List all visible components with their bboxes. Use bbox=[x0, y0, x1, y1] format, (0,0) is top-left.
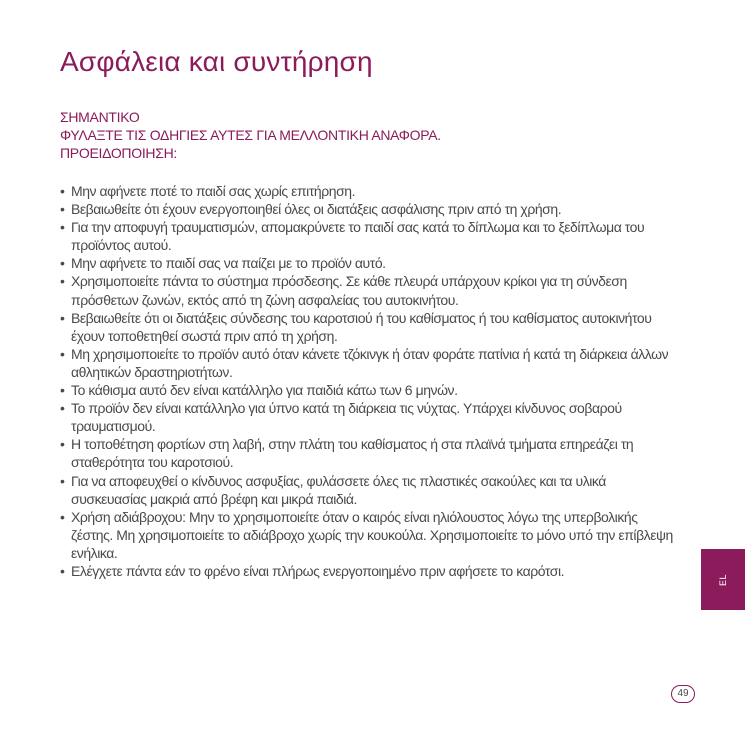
list-item: • Το προϊόν δεν είναι κατάλληλο για ύπνο κατά τη διάρκεια τις νύχτας. Υπάρχει κίνδυνος σοβαρού τραυματισμού. bbox=[60, 399, 680, 435]
headings-block bbox=[60, 108, 441, 162]
list-item: • Για την αποφυγή τραυματισμών, απομακρύνετε το παιδί σας κατά το δίπλωμα και το ξεδίπλωμα του προϊόντος αυτού. bbox=[60, 218, 680, 254]
list-item: • Μην αφήνετε ποτέ το παιδί σας χωρίς επιτήρηση. bbox=[60, 182, 680, 200]
list-item: • Μην αφήνετε το παιδί σας να παίζει με το προϊόν αυτό. bbox=[60, 254, 680, 272]
list-item: • Χρησιμοποιείτε πάντα το σύστημα πρόσδεσης. Σε κάθε πλευρά υπάρχουν κρίκοι για τη σύνδεση πρόσθετων ζωνών, εκτός από τη ζώνη ασφαλείας του αυτοκινήτου. bbox=[60, 272, 680, 308]
language-tab bbox=[701, 549, 745, 610]
keep-instructions-heading: ΦΥΛΑΞΤΕ ΤΙΣ ΟΔΗΓΙΕΣ ΑΥΤΕΣ ΓΙΑ ΜΕΛΛΟΝΤΙΚΗ ΑΝΑΦΟΡΑ. bbox=[60, 127, 441, 143]
page-number: 49 bbox=[671, 685, 695, 703]
safety-list bbox=[60, 182, 680, 580]
page-title: Ασφάλεια και συντήρηση bbox=[60, 46, 373, 77]
list-item: • Χρήση αδιάβροχου: Μην το χρησιμοποιείτε όταν ο καιρός είναι ηλιόλουστος λόγω της υπερβολικής ζέστης. Μη χρησιμοποιείτε το αδιάβροχο χωρίς την κουκούλα. Χρησιμοποιείτε το μόνο υπό την επίβλεψη ενήλικα. bbox=[60, 508, 680, 562]
list-item: • Για να αποφευχθεί ο κίνδυνος ασφυξίας, φυλάσσετε όλες τις πλαστικές σακούλες και τα υλικά συσκευασίας μακριά από βρέφη και μικρά παιδιά. bbox=[60, 472, 680, 508]
list-item: • Μη χρησιμοποιείτε το προϊόν αυτό όταν κάνετε τζόκινγκ ή όταν φοράτε πατίνια ή κατά τη διάρκεια άλλων αθλητικών δραστηριοτήτων. bbox=[60, 345, 680, 381]
warning-heading: ΠΡΟΕΙΔΟΠΟΙΗΣΗ: bbox=[60, 145, 177, 161]
language-tab-label: EL bbox=[718, 573, 728, 586]
list-item: • Βεβαιωθείτε ότι οι διατάξεις σύνδεσης του καροτσιού ή του καθίσματος ή του καθίσματος αυτοκινήτου έχουν τοποθετηθεί σωστά πριν από τη χρήση. bbox=[60, 309, 680, 345]
list-item: • Βεβαιωθείτε ότι έχουν ενεργοποιηθεί όλες οι διατάξεις ασφάλισης πριν από τη χρήση. bbox=[60, 200, 680, 218]
list-item: • Το κάθισμα αυτό δεν είναι κατάλληλο για παιδιά κάτω των 6 μηνών. bbox=[60, 381, 680, 399]
list-item: • Η τοποθέτηση φορτίων στη λαβή, στην πλάτη του καθίσματος ή στα πλαϊνά τμήματα επηρεάζει τη σταθερότητα του καροτσιού. bbox=[60, 435, 680, 471]
list-item: • Ελέγχετε πάντα εάν το φρένο είναι πλήρως ενεργοποιημένο πριν αφήσετε το καρότσι. bbox=[60, 562, 680, 580]
important-heading: ΣΗΜΑΝΤΙΚΟ bbox=[60, 109, 140, 125]
